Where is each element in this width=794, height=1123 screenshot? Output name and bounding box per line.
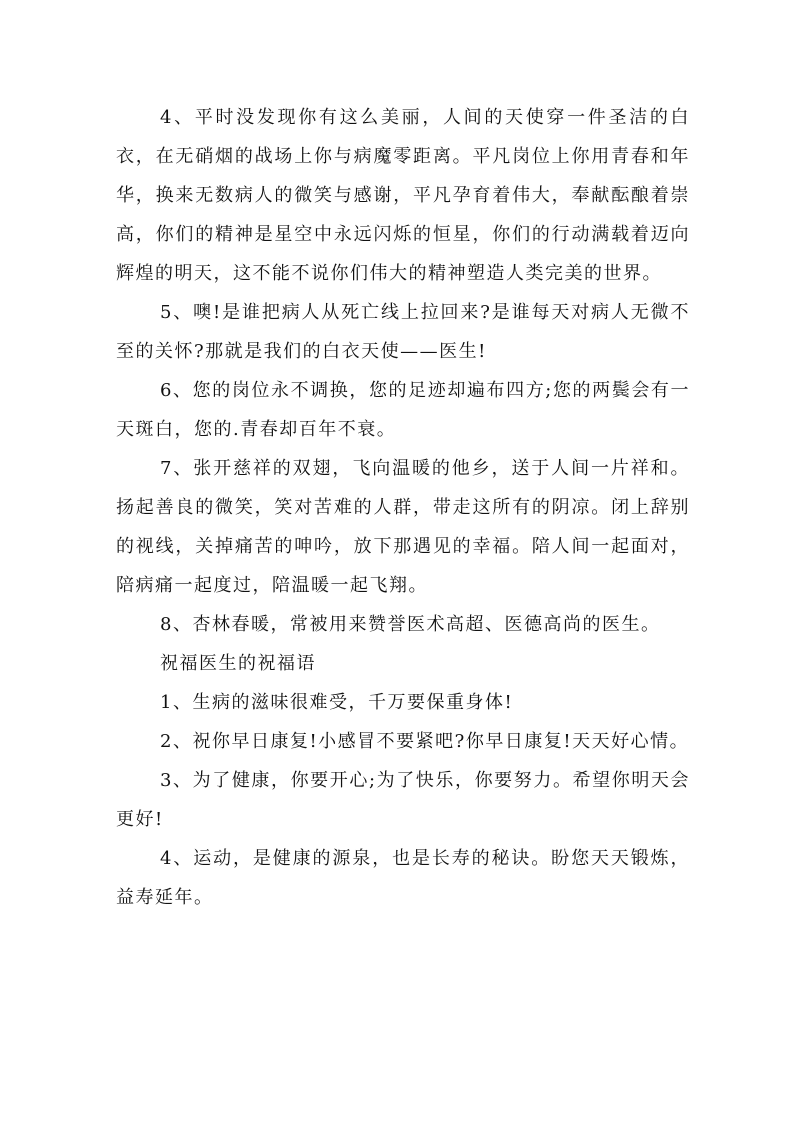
paragraph: 4、运动，是健康的源泉，也是长寿的秘诀。盼您天天锻炼，益寿延年。 <box>116 848 690 908</box>
section-heading: 祝福医生的祝福语 <box>160 653 316 674</box>
document-body <box>116 98 690 917</box>
paragraph: 2、祝你早日康复!小感冒不要紧吧?你早日康复!天天好心情。 <box>160 731 690 752</box>
paragraph: 7、张开慈祥的双翅，飞向温暖的他乡，送于人间一片祥和。扬起善良的微笑，笑对苦难的人群，带走这所有的阴凉。闭上辞别的视线，关掉痛苦的呻吟，放下那遇见的幸福。陪人间一起面对，陪病痛一起度过，陪温暖一起飞翔。 <box>116 458 690 596</box>
paragraph: 5、噢!是谁把病人从死亡线上拉回来?是谁每天对病人无微不至的关怀?那就是我们的白衣天使——医生! <box>116 302 690 362</box>
paragraph: 6、您的岗位永不调换，您的足迹却遍布四方;您的两鬓会有一天斑白，您的.青春却百年不衰。 <box>116 380 690 440</box>
paragraph: 1、生病的滋味很难受，千万要保重身体! <box>160 692 514 713</box>
paragraph: 4、平时没发现你有这么美丽，人间的天使穿一件圣洁的白衣，在无硝烟的战场上你与病魔零距离。平凡岗位上你用青春和年华，换来无数病人的微笑与感谢，平凡孕育着伟大，奉献酝酿着崇高，你们的精神是星空中永远闪烁的恒星，你们的行动满载着迈向辉煌的明天，这不能不说你们伟大的精神塑造人类完美的世界。 <box>116 107 690 284</box>
paragraph: 3、为了健康，你要开心;为了快乐，你要努力。希望你明天会更好! <box>116 770 690 830</box>
paragraph: 8、杏林春暖，常被用来赞誉医术高超、医德高尚的医生。 <box>160 614 661 635</box>
